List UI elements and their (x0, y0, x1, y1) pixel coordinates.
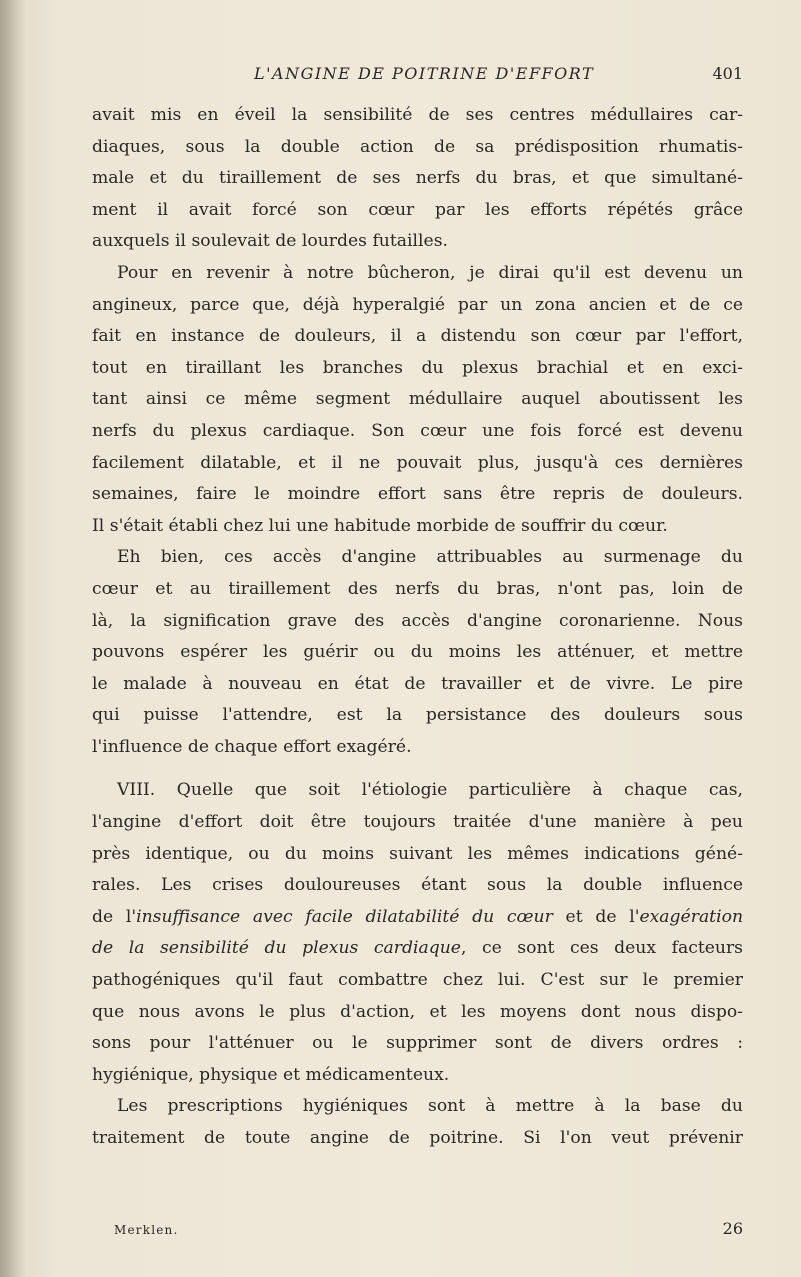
text-line-italic (92, 902, 743, 934)
page-header (92, 64, 743, 86)
text-line: près identique, ou du moins suivant les mêmes indications géné- (92, 843, 743, 864)
page-footer (114, 1219, 743, 1241)
text-line: sons pour l'atténuer ou le supprimer sont de divers ordres : (92, 1033, 743, 1054)
text-line: angineux, parce que, déjà hyperalgié par un zona ancien et de ce (92, 294, 743, 315)
text-line: Pour en revenir à notre bûcheron, je dirai qu'il est devenu un (117, 262, 743, 283)
text-line: pouvons espérer les guérir ou du moins les atténuer, et mettre (92, 642, 743, 663)
text-line: nerfs du plexus cardiaque. Son cœur une fois forcé est devenu (92, 420, 743, 441)
text-line: que nous avons le plus d'action, et les moyens dont nous dispo- (92, 1001, 743, 1022)
italic-fragment: insuffisance avec facile dilatabilité du cœur (136, 906, 553, 927)
section-gap (92, 763, 743, 775)
text-line: avait mis en éveil la sensibilité de ses centres médullaires car- (92, 105, 743, 125)
text-line: diaques, sous la double action de sa prédisposition rhumatis- (92, 136, 743, 157)
text-line: tant ainsi ce même segment médullaire auquel aboutissent les (92, 389, 743, 410)
text-fragment: , ce sont ces deux facteurs (460, 938, 744, 959)
section-heading-line: VIII. Quelle que soit l'étiologie particulière à chaque cas, (117, 780, 743, 801)
text-line: hygiénique, physique et médicamenteux. (92, 1064, 450, 1085)
signature-mark: 26 (722, 1219, 743, 1238)
text-line: facilement dilatable, et il ne pouvait plus, jusqu'à ces dernières (92, 452, 743, 473)
text-line: semaines, faire le moindre effort sans être repris de douleurs. (92, 484, 743, 505)
text-line: cœur et au tiraillement des nerfs du bras, n'ont pas, loin de (92, 578, 743, 599)
text-line: Les prescriptions hygiéniques sont à mettre à la base du (117, 1096, 743, 1117)
text-fragment: et de l' (552, 906, 640, 927)
text-line: Eh bien, ces accès d'angine attribuables au surmenage du (117, 547, 743, 568)
text-line: auxquels il soulevait de lourdes futailles. (92, 231, 448, 252)
running-title: L'ANGINE DE POITRINE D'EFFORT (254, 64, 595, 83)
text-line: rales. Les crises douloureuses étant sous la double influence (92, 875, 743, 896)
text-line: l'influence de chaque effort exagéré. (92, 736, 412, 757)
text-line: traitement de toute angine de poitrine. Si l'on veut prévenir (92, 1128, 743, 1148)
text-line: fait en instance de douleurs, il a distendu son cœur par l'effort, (92, 326, 743, 347)
text-line: l'angine d'effort doit être toujours traitée d'une manière à peu (92, 812, 743, 833)
text-line: tout en tiraillant les branches du plexus brachial et en exci- (92, 357, 743, 378)
text-line: ment il avait forcé son cœur par les efforts répétés grâce (92, 199, 743, 220)
text-line: là, la signification grave des accès d'angine coronarienne. Nous (92, 610, 743, 631)
italic-fragment: exagération (639, 906, 744, 927)
page-number: 401 (712, 64, 743, 83)
text-line: pathogéniques qu'il faut combattre chez lui. C'est sur le premier (92, 970, 743, 991)
text-line: le malade à nouveau en état de travailler et de vivre. Le pire (92, 673, 743, 694)
italic-fragment: de la sensibilité du plexus cardiaque (92, 938, 461, 959)
text-line: male et du tiraillement de ses nerfs du bras, et que simultané- (92, 168, 743, 189)
binding-shadow (0, 0, 26, 1277)
body-text (92, 100, 743, 1155)
text-fragment: de l' (92, 906, 137, 927)
text-line: qui puisse l'attendre, est la persistance des douleurs sous (92, 705, 743, 726)
text-line-italic (92, 933, 743, 965)
text-line: Il s'était établi chez lui une habitude morbide de souffrir du cœur. (92, 515, 668, 536)
printer-signature: Merklen. (114, 1223, 179, 1237)
